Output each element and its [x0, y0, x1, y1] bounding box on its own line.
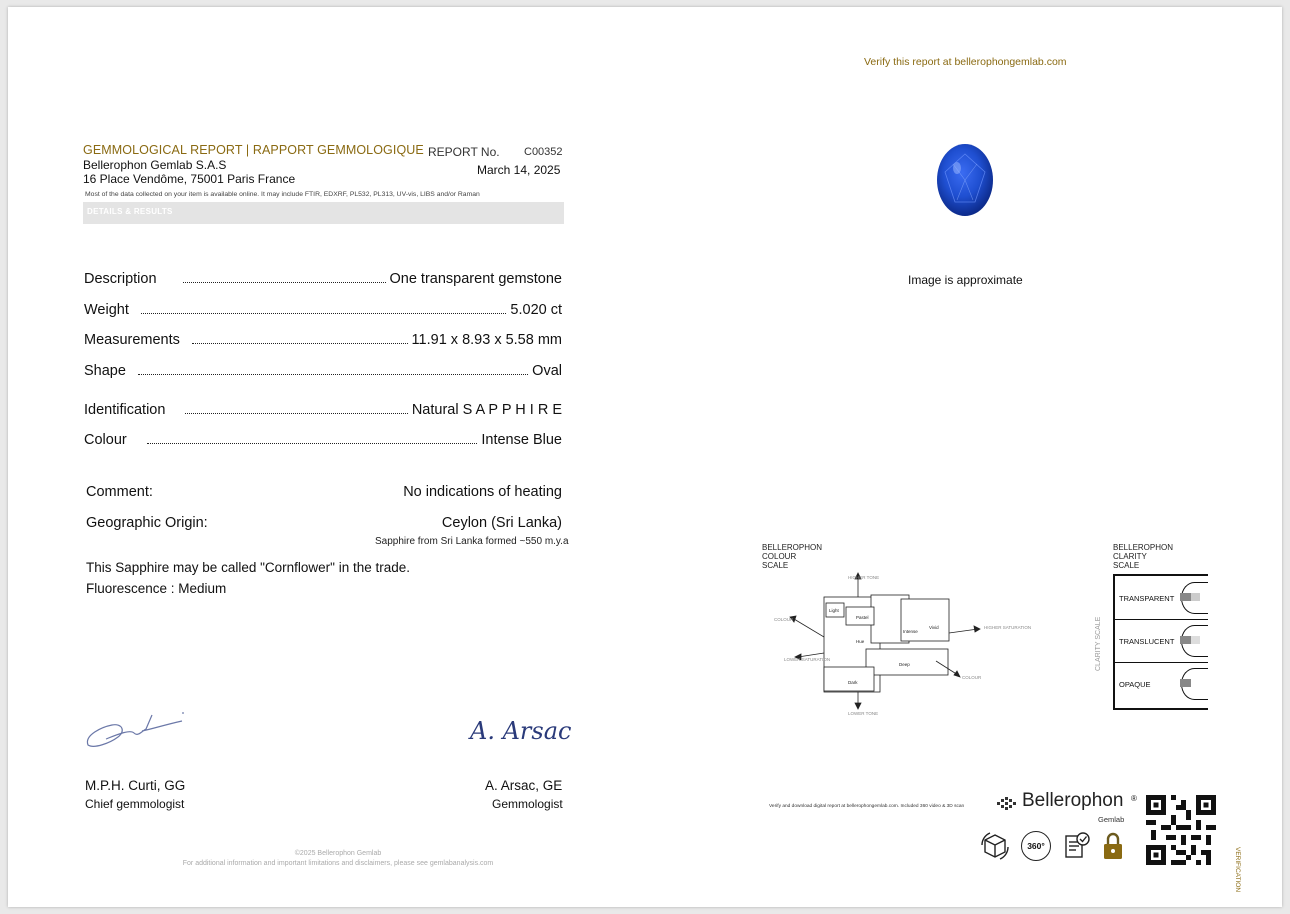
colour-scale-title-line: SCALE	[762, 561, 789, 570]
detail-label: Weight	[84, 302, 129, 318]
lock-icon	[1102, 831, 1124, 861]
clarity-level-label: TRANSPARENT	[1119, 594, 1175, 603]
report-title: GEMMOLOGICAL REPORT | RAPPORT GEMMOLOGIQUE	[83, 143, 424, 157]
clarity-level-translucent	[1115, 619, 1208, 663]
colour-scale-label-pastel: Pastel	[856, 615, 869, 620]
colour-scale-label-vivid: Vivid	[929, 625, 939, 630]
footer-disclaimer: For additional information and important limitations and disclaimers, please see gemlabanalysis.com	[182, 860, 494, 867]
comment-label: Comment:	[86, 484, 153, 500]
brand-name: Bellerophon	[1022, 790, 1124, 811]
clarity-level-transparent	[1115, 576, 1208, 620]
origin-label: Geographic Origin:	[86, 515, 208, 531]
data-note: Most of the data collected on your item is available online. It may include FTIR, EDXRF, PL532, PL313, UV-vis, LIBS and/or Raman	[85, 191, 480, 198]
dot-leader	[185, 412, 407, 414]
report-date: March 14, 2025	[477, 163, 561, 177]
report-number-label: REPORT No.	[428, 145, 500, 159]
clarity-scale-title	[1113, 543, 1173, 570]
detail-value: Intense Blue	[481, 432, 562, 448]
colour-scale-label-left: COLOUR	[774, 617, 794, 622]
colour-scale-label-dark: Dark	[848, 680, 858, 685]
colour-scale-label-deep: Deep	[899, 662, 910, 667]
detail-label: Colour	[84, 432, 127, 448]
colour-scale-label-hue: Hue	[856, 639, 865, 644]
fluorescence: Fluorescence : Medium	[86, 581, 227, 596]
detail-row-measurements	[84, 332, 562, 350]
clarity-scale-title-line: BELLEROPHON	[1113, 543, 1174, 552]
colour-scale-label-bottom: LOWER TONE	[848, 711, 879, 716]
detail-row-shape	[84, 363, 562, 381]
detail-row-identification	[84, 402, 562, 420]
report-number: C00352	[524, 146, 563, 158]
dot-leader	[183, 281, 386, 283]
clarity-scale-box	[1113, 574, 1208, 710]
report-sheet	[8, 7, 1282, 907]
bellerophon-logo-icon	[996, 796, 1018, 812]
qr-code[interactable]	[1145, 795, 1217, 865]
clarity-bar	[1180, 636, 1200, 644]
dot-leader	[147, 442, 478, 444]
colour-scale-label-intense: Intense	[903, 629, 918, 634]
comment-row	[86, 484, 562, 500]
colour-scale-title-line: COLOUR	[762, 552, 797, 561]
signatory-left-name: M.P.H. Curti, GG	[85, 778, 186, 793]
certificate-icon[interactable]	[1063, 831, 1091, 861]
download-note: Verify and download digital report at bellerophongemlab.com. Included 360 video & 3D scan	[769, 804, 965, 809]
sapphire-image	[935, 142, 995, 218]
signatory-left-role: Chief gemmologist	[85, 797, 185, 811]
company-address: 16 Place Vendôme, 75001 Paris France	[83, 172, 296, 186]
colour-scale-title-line: BELLEROPHON	[762, 543, 823, 552]
colour-scale-label-top: HIGHER TONE	[848, 575, 880, 580]
detail-row-colour	[84, 432, 562, 450]
verify-link[interactable]: Verify this report at bellerophongemlab.com	[864, 56, 1067, 68]
signature-curti	[82, 705, 192, 753]
detail-label: Identification	[84, 402, 166, 418]
detail-value: 11.91 x 8.93 x 5.58 mm	[411, 332, 562, 348]
registered-mark-icon: ®	[1131, 794, 1137, 803]
colour-scale-diagram	[766, 567, 1032, 716]
detail-value: Natural S A P P H I R E	[411, 402, 562, 418]
brand-sub: Gemlab	[1098, 815, 1125, 824]
detail-row-description	[84, 271, 562, 289]
colour-scale-label-lower-left: LOWER SATURATION	[784, 657, 831, 662]
detail-value: One transparent gemstone	[389, 271, 562, 287]
section-band-label: DETAILS & RESULTS	[87, 207, 173, 216]
clarity-side-label: CLARITY SCALE	[1095, 616, 1102, 671]
origin-value: Ceylon (Sri Lanka)	[441, 515, 562, 531]
360-video-icon[interactable]: 360°	[1021, 831, 1051, 861]
dot-leader	[141, 312, 507, 314]
colour-scale-label-light: Light	[829, 608, 839, 613]
signature-arsac: A. Arsac	[470, 717, 572, 745]
dot-leader	[138, 373, 528, 375]
footer-copyright: ©2025 Bellerophon Gemlab	[294, 850, 382, 857]
clarity-scale-title-line: CLARITY	[1113, 552, 1147, 561]
detail-label: Shape	[84, 363, 126, 379]
comment-value: No indications of heating	[403, 484, 562, 500]
3d-scan-icon[interactable]	[980, 831, 1010, 861]
detail-value: Oval	[532, 363, 562, 379]
clarity-bar	[1180, 679, 1200, 687]
signatory-right-name: A. Arsac, GE	[485, 778, 563, 793]
clarity-bar	[1180, 593, 1200, 601]
image-caption: Image is approximate	[908, 273, 1023, 287]
dot-leader	[192, 342, 408, 344]
trade-note: This Sapphire may be called "Cornflower" in the trade.	[86, 560, 410, 575]
detail-value: 5.020 ct	[510, 302, 562, 318]
origin-sub-note: Sapphire from Sri Lanka formed ~550 m.y.a	[375, 536, 569, 547]
colour-scale-label-lower-right: COLOUR	[962, 675, 982, 680]
clarity-level-label: TRANSLUCENT	[1119, 637, 1175, 646]
company-name: Bellerophon Gemlab S.A.S	[83, 158, 227, 172]
detail-row-weight	[84, 302, 562, 320]
signatory-right-role: Gemmologist	[492, 797, 563, 811]
origin-row	[86, 515, 562, 531]
section-band	[83, 202, 564, 224]
verification-label: VERIFICATION	[1234, 847, 1241, 893]
detail-label: Description	[84, 271, 157, 287]
colour-scale-label-right: HIGHER SATURATION	[984, 625, 1032, 630]
clarity-scale-title-line: SCALE	[1113, 561, 1140, 570]
colour-scale-title	[762, 543, 822, 570]
detail-label: Measurements	[84, 332, 180, 348]
clarity-level-opaque	[1115, 662, 1208, 705]
clarity-level-label: OPAQUE	[1119, 680, 1151, 689]
